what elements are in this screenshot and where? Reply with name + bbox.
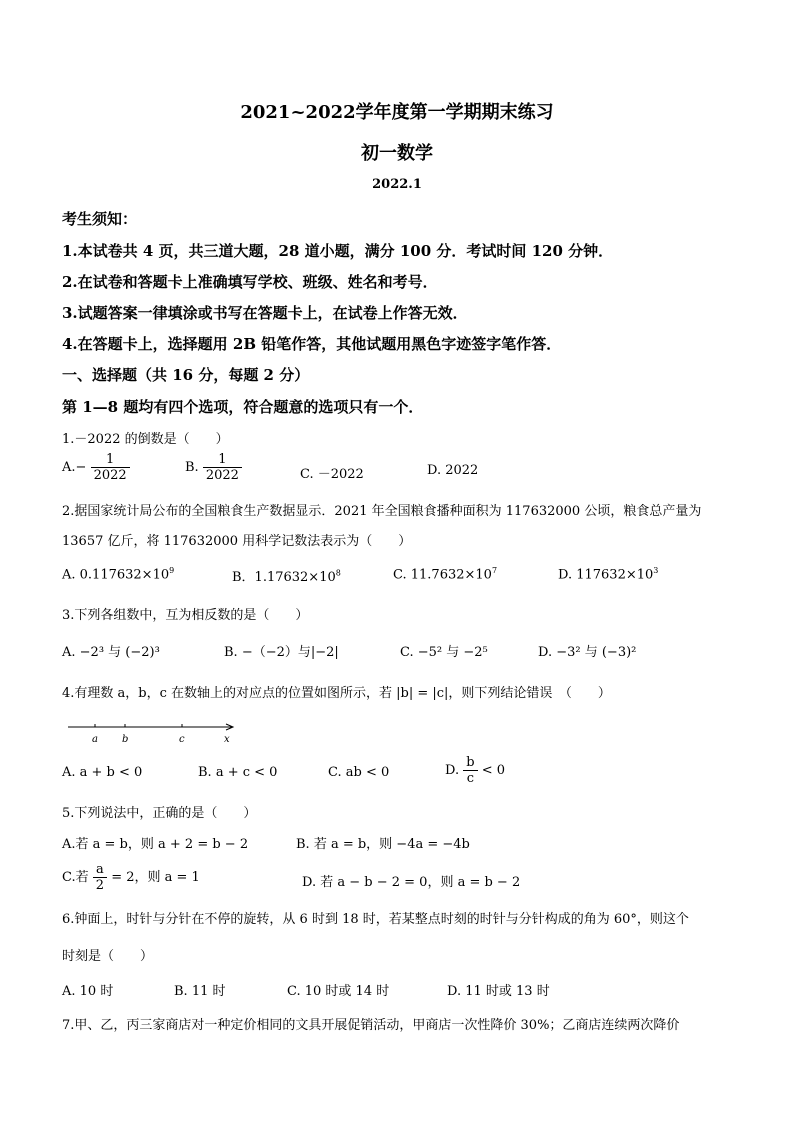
q5-stem: 5.下列说法中，正确的是（ ） xyxy=(62,806,257,821)
label-c: c xyxy=(179,734,185,745)
q2-stem-line1: 2.据国家统计局公布的全国粮食生产数据显示．2021 年全国粮食播种面积为 117632000 公顷，粮食总产量为 xyxy=(62,504,702,519)
notice-item-1: 1.本试卷共 4 页，共三道大题，28 道小题，满分 100 分．考试时间 120 分钟． xyxy=(62,242,614,260)
q3-stem: 3.下列各组数中，互为相反数的是（ ） xyxy=(62,608,309,623)
q5-option-a: A.若 a = b，则 a + 2 = b − 2 xyxy=(62,837,249,852)
exam-subtitle: 初一数学 xyxy=(361,143,433,164)
label-b: b xyxy=(122,734,129,745)
exam-title: 2021~2022学年度第一学期期末练习 xyxy=(240,102,554,123)
q6-stem-line2: 时刻是（ ） xyxy=(62,949,154,964)
section-title: 一、选择题（共 16 分，每题 2 分） xyxy=(62,366,310,384)
q4-d-fraction: $\frac{b}{c}$ xyxy=(463,755,477,786)
section-instruction: 第 1—8 题均有四个选项，符合题意的选项只有一个． xyxy=(62,398,424,416)
q1-option-d: D. 2022 xyxy=(427,463,479,478)
q4-option-b: B. a + c < 0 xyxy=(198,765,278,780)
q2-option-a: A. $0.117632\times 10^9$ xyxy=(62,566,175,583)
q4-option-d: D. $\frac{b}{c}$ < 0 xyxy=(445,755,505,786)
q1-b-fraction: $\frac{1}{2022}$ xyxy=(203,452,242,483)
q5-c-fraction: $\frac{a}{2}$ xyxy=(93,862,107,893)
q4-option-c: C. ab < 0 xyxy=(328,765,390,780)
q5-option-c: C.若 $\frac{a}{2}$ = 2，则 a = 1 xyxy=(62,862,200,893)
notice-item-4: 4.在答题卡上，选择题用 2B 铅笔作答，其他试题用黑色字迹签字笔作答． xyxy=(62,335,562,353)
exam-date: 2022.1 xyxy=(372,177,422,192)
notice-item-2: 2.在试卷和答题卡上准确填写学校、班级、姓名和考号． xyxy=(62,273,438,291)
q1-stem: 1.－2022 的倒数是（ ） xyxy=(62,432,229,447)
q6-option-b: B. 11 时 xyxy=(174,984,226,999)
q5-option-b: B. 若 a = b，则 −4a = −4b xyxy=(296,837,470,852)
q1-option-c: C. －2022 xyxy=(300,467,364,482)
q6-option-d: D. 11 时或 13 时 xyxy=(447,984,550,999)
q1-a-fraction: $\frac{1}{2022}$ xyxy=(91,452,130,483)
q1-option-a: A.− $\frac{1}{2022}$ xyxy=(62,452,130,483)
q4-stem: 4.有理数 a，b，c 在数轴上的对应点的位置如图所示，若 |b| = |c|，则下列结论错误 （ ） xyxy=(62,686,611,701)
q6-stem-line1: 6.钟面上，时针与分针在不停的旋转，从 6 时到 18 时，若某整点时刻的时针与分针构成的角为 60°，则这个 xyxy=(62,912,689,927)
q3-option-d: D. −3² 与 (−3)² xyxy=(538,645,637,660)
q3-option-a: A. −2³ 与 (−2)³ xyxy=(62,645,160,660)
q1-option-b: B. $\frac{1}{2022}$ xyxy=(185,452,242,483)
notice-heading: 考生须知： xyxy=(62,210,138,228)
q3-option-c: C. −5² 与 −2⁵ xyxy=(400,645,488,660)
label-x: x xyxy=(224,734,230,745)
q2-option-b: B．$1.17632\times 10^8$ xyxy=(232,568,341,585)
q4-option-a: A. a + b < 0 xyxy=(62,765,143,780)
q6-option-a: A. 10 时 xyxy=(62,984,114,999)
q2-option-c: C. $11.7632\times 10^7$ xyxy=(393,566,498,583)
q7-stem: 7.甲、乙，丙三家商店对一种定价相同的文具开展促销活动，甲商店一次性降价 30%；乙商店连续两次降价 xyxy=(62,1018,680,1033)
notice-item-3: 3.试题答案一律填涂或书写在答题卡上，在试卷上作答无效． xyxy=(62,304,468,322)
q2-option-d: D. $117632\times 10^3$ xyxy=(558,566,659,583)
q3-option-b: B. −（−2）与|−2| xyxy=(224,645,339,660)
q5-option-d: D. 若 a − b − 2 = 0，则 a = b − 2 xyxy=(302,875,521,890)
number-line-diagram xyxy=(62,718,242,746)
q6-option-c: C. 10 时或 14 时 xyxy=(287,984,390,999)
label-a: a xyxy=(92,734,98,745)
q2-stem-line2: 13657 亿斤，将 117632000 用科学记数法表示为（ ） xyxy=(62,534,412,549)
